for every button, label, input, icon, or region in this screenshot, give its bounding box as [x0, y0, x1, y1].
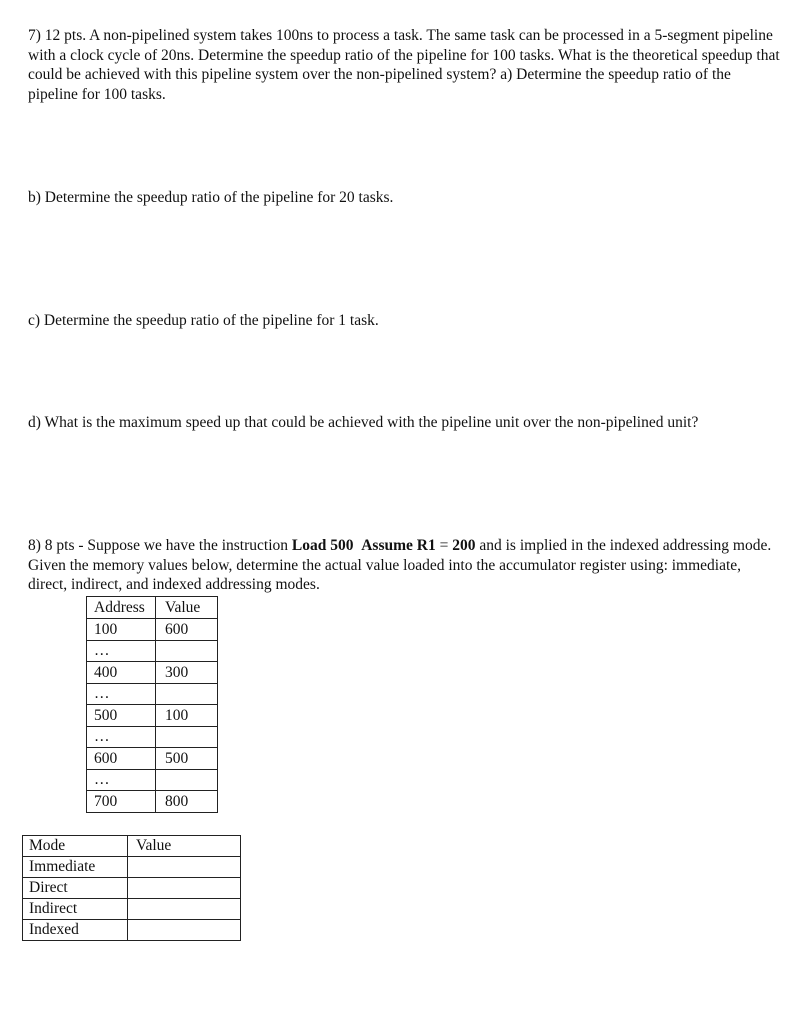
table-row [23, 920, 241, 941]
table-row [23, 857, 241, 878]
address-cell: … [87, 727, 156, 748]
address-cell: 500 [87, 705, 156, 727]
memory-table-header [87, 597, 218, 619]
question-7c: c) Determine the speedup ratio of the pipeline for 1 task. [28, 312, 379, 329]
address-cell: 600 [87, 748, 156, 770]
memory-table [86, 596, 218, 813]
table-row [23, 899, 241, 920]
address-cell: … [87, 641, 156, 662]
table-row [87, 684, 218, 705]
table-row [87, 662, 218, 684]
table-row [87, 791, 218, 813]
mode-table [22, 835, 241, 941]
address-cell: … [87, 770, 156, 791]
value-cell [156, 770, 218, 791]
q8-rest: and is implied in the indexed addressing mode. Given the memory values below, determine the actual value loaded into the accumulator register using: immediate, direct, indirect, and indexed addressing modes. [28, 537, 772, 593]
mode-cell: Direct [23, 878, 128, 899]
value-cell [156, 727, 218, 748]
answer-cell [128, 878, 241, 899]
header-mode: Mode [23, 836, 128, 857]
value-cell: 500 [156, 748, 218, 770]
address-cell: 100 [87, 619, 156, 641]
q8-r1-value: 200 [452, 537, 476, 554]
question-7d: d) What is the maximum speed up that could be achieved with the pipeline unit over the non-pipelined unit? [28, 414, 699, 431]
q8-eq: = [435, 537, 453, 554]
table-row [87, 641, 218, 662]
mode-cell: Indirect [23, 899, 128, 920]
question-7b: b) Determine the speedup ratio of the pipeline for 20 tasks. [28, 189, 394, 206]
value-cell: 300 [156, 662, 218, 684]
question-8 [28, 536, 780, 595]
table-row [23, 878, 241, 899]
mode-table-header [23, 836, 241, 857]
table-row [87, 705, 218, 727]
mode-cell: Immediate [23, 857, 128, 878]
header-value: Value [128, 836, 241, 857]
q8-intro: 8) 8 pts - Suppose we have the instruction [28, 537, 292, 554]
address-cell: 400 [87, 662, 156, 684]
header-address: Address [87, 597, 156, 619]
answer-cell [128, 899, 241, 920]
value-cell: 800 [156, 791, 218, 813]
table-row [87, 748, 218, 770]
answer-cell [128, 920, 241, 941]
value-cell: 600 [156, 619, 218, 641]
table-row [87, 770, 218, 791]
table-row [87, 619, 218, 641]
table-row [87, 727, 218, 748]
q8-instruction: Load 500 [291, 537, 354, 554]
address-cell: 700 [87, 791, 156, 813]
header-value: Value [156, 597, 218, 619]
mode-cell: Indexed [23, 920, 128, 941]
value-cell: 100 [156, 705, 218, 727]
value-cell [156, 641, 218, 662]
value-cell [156, 684, 218, 705]
q8-assume: Assume R1 [361, 537, 436, 554]
answer-cell [128, 857, 241, 878]
address-cell: … [87, 684, 156, 705]
question-7: 7) 12 pts. A non-pipelined system takes 100ns to process a task. The same task can be processed in a 5-segment pipeline with a clock cycle of 20ns. Determine the speedup ratio of the pipeline for 100 tasks. What is the theoretical speedup that could be achieved with this pipeline system over the non-pipelined system? a) Determine the speedup ratio of the pipeline for 100 tasks. [28, 27, 780, 103]
